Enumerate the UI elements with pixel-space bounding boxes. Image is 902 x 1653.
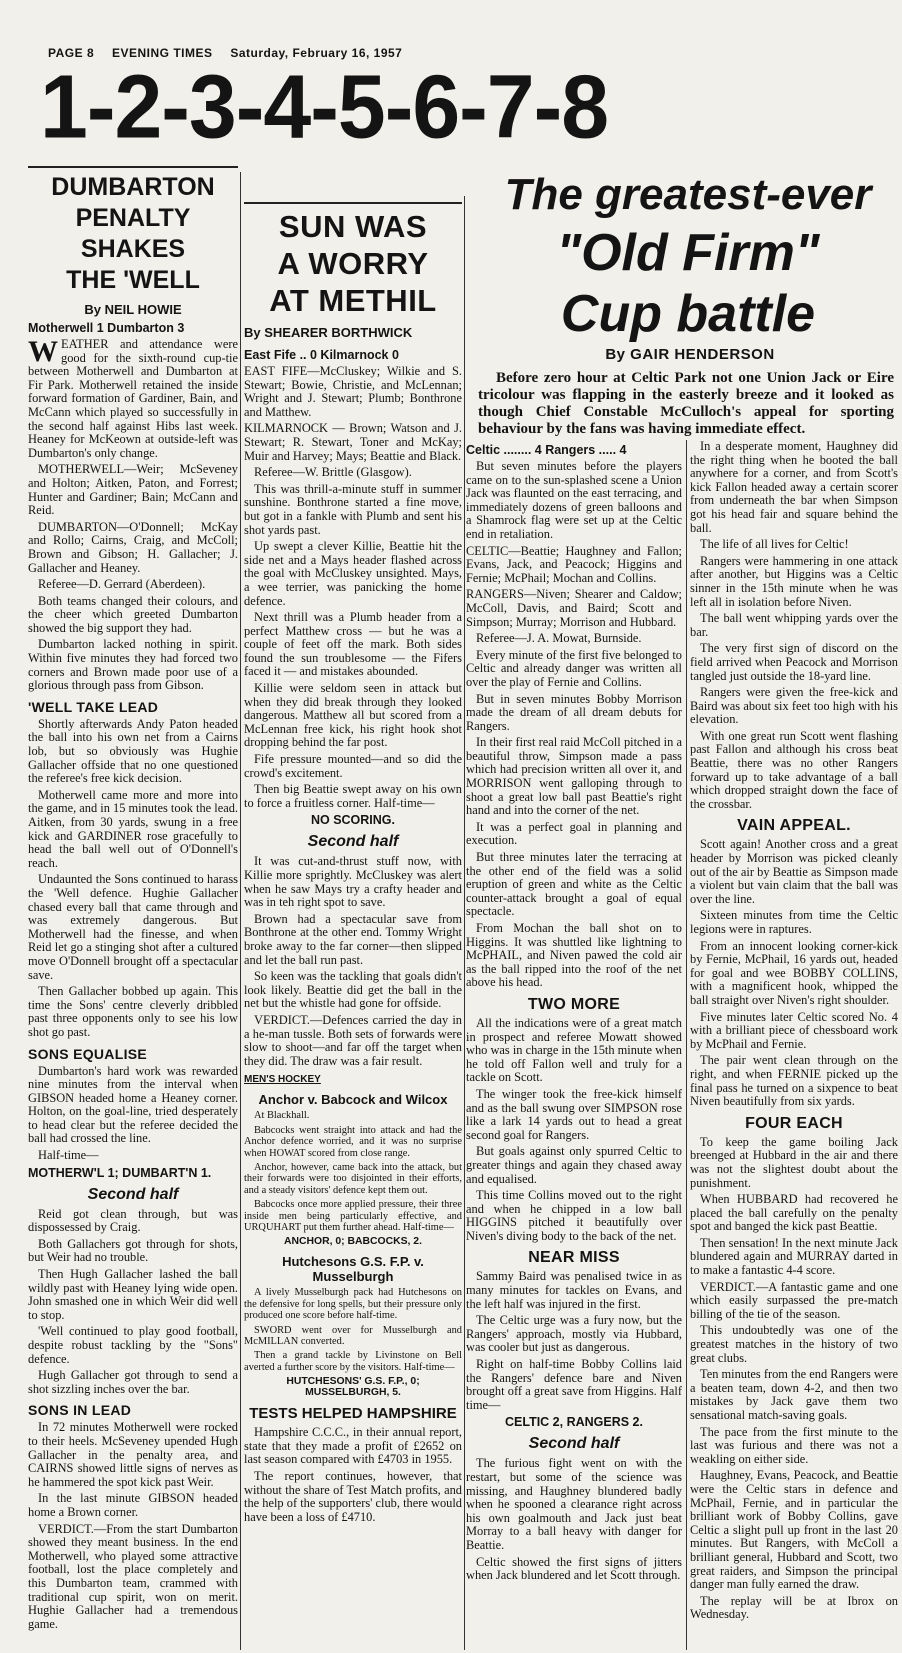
dumbarton-score: Motherwell 1 Dumbarton 3 — [28, 321, 185, 335]
article-paragraph: To keep the game boiling Jack breenged at Hubbard in the air and there was not the slightest doubt about the punishment. — [690, 1134, 898, 1190]
article-paragraph: This was thrill-a-minute stuff in summer sunshine. Bonthrone started a fine move, but got in a fankle with Plumb and sent his shot yards past. — [244, 481, 462, 537]
article-paragraph: 'Well continued to play good football, despite robust tackling by the "Sons" defence. — [28, 1324, 238, 1366]
article-paragraph: RANGERS—Niven; Shearer and Caldow; McColl, Davis, and Baird; Scott and Simpson; Murray; Morrison and Hubbard. — [466, 587, 682, 629]
subhead: FOUR EACH — [745, 1114, 843, 1132]
article-paragraph: The Celtic urge was a fury now, but the Rangers' approach, mostly via Hubbard, was cooler but just as dangerous. — [466, 1313, 682, 1355]
main-headline-line-1: The greatest-ever — [504, 170, 872, 219]
article-paragraph: MOTHERWELL—Weir; McSeveney and Holton; Aitken, Paton, and Forrest; Hunter and Gardiner; Bain; McCann and Reid. — [28, 462, 238, 518]
main-score: Celtic ........ 4 Rangers ..... 4 — [466, 443, 627, 457]
article-paragraph: Referee—J. A. Mowat, Burnside. — [476, 631, 642, 646]
half-time-score: NO SCORING. — [310, 813, 396, 828]
paper-name: EVENING TIMES — [111, 46, 213, 60]
article-paragraph: Undaunted the Sons continued to harass the 'Well defence. Hughie Gallacher chased every ball that came through and was extremely dangerous. But Motherwell had the finesse, and when Reid let go a stinging shot after a cultured move O'Donnell brought off a spectacular save. — [28, 872, 238, 982]
article-paragraph: DUMBARTON—O'Donnell; McKay and Rollo; Cairns, Craig, and McColl; Brown and Gibson; H. Gallacher; J. Gallacher and Heaney. — [28, 519, 238, 575]
article-paragraph: From Mochan the ball shot on to Higgins. It was shuttled like lightning to McPHAIL, and Niven pawed the cold air as the ball ripped into the roof of the net above his head. — [466, 921, 682, 990]
article-paragraph: Sammy Baird was penalised twice in as many minutes for tackles on Evans, and the left half was injured in the first. — [466, 1269, 682, 1311]
methil-story — [244, 208, 462, 1650]
hockey-section — [244, 1074, 462, 1398]
article-paragraph: A lively Musselburgh pack had Hutchesons on the defensive for long spells, but their pressure only produced one score before half-time. — [244, 1287, 462, 1322]
article-paragraph: Babcocks once more applied pressure, their three inside men being particularly effective, and URQUHART put them further ahead. Half-time— — [244, 1199, 462, 1233]
subhead: SONS EQUALISE — [28, 1045, 148, 1062]
article-paragraph: SWORD went over for Musselburgh and McMILLAN converted. — [244, 1324, 462, 1347]
half-time-score: MOTHERW'L 1; DUMBART'N 1. — [28, 1165, 212, 1180]
main-headline-line-2: "Old Firm" — [556, 224, 820, 282]
column-rule — [464, 196, 465, 1650]
subhead: NEAR MISS — [528, 1249, 620, 1267]
article-paragraph: Haughney, Evans, Peacock, and Beattie were the Celtic stars in defence and McPhail, Fernie, and in particular the brilliant work of Bobby Collins, gave Celtic a slight pull up front in the last 20 minutes. But Rangers, with McColl a brilliant general, Hubbard and Scott, two great raiders, and Simpson the principal danger man fully earned the draw. — [690, 1468, 898, 1592]
column-rule — [686, 440, 687, 1650]
article-paragraph: Dumbarton's hard work was rewarded nine minutes from the interval when GIBSON headed home a Heaney corner. Holton, on the goal-line, tried desperately to head clear but the referee decided the ball had crossed the line. — [28, 1063, 238, 1146]
article-paragraph: But three minutes later the terracing at the other end of the field was a solid eruption of green and white as the Celtic counter-attack brought a goal of equal spectacle. — [466, 850, 682, 919]
dumbarton-paras — [28, 463, 238, 693]
main-headline-line-3: Cup battle — [560, 285, 816, 343]
article-paragraph: VERDICT.—From the start Dumbarton showed they meant business. In the end Motherwell, who played some attractive football, lost the place completely and this Dumbarton team, crammed with traditional cup spirit, won on merit. Hughie Gallacher had a tremendous game. — [28, 1521, 238, 1631]
dumbarton-headline: DUMBARTON PENALTY SHAKES THE 'WELL — [51, 173, 215, 294]
hockey-headline: Hutchesons G.S. F.P. v. Musselburgh — [282, 1254, 424, 1285]
article-paragraph: In a desperate moment, Haughney did the right thing when he booted the ball anywhere for a corner, and from Scott's kick Fallon headed away a certain scorer from underneath the bar when Simpson got his head fair and square behind the ball. — [690, 440, 898, 535]
article-paragraph: Ten minutes from the end Rangers were a beaten team, down 4-2, and then two mistakes by Jack gave them two sensational match-saving goals. — [690, 1367, 898, 1422]
subhead: SONS IN LEAD — [28, 1402, 132, 1419]
article-paragraph: But seven minutes before the players came on to the sun-splashed scene a Union Jack was flaunted on the east terracing, and immediately dozens of green balloons and a Shamrock flag were set up at the Celtic end in retaliation. — [466, 459, 682, 541]
column-rule — [240, 172, 241, 1650]
article-paragraph: EAST FIFE—McCluskey; Wilkie and S. Stewart; Bowie, Christie, and McLennan; Wright and J. Stewart; Plumb; Bonthrone and Matthew. — [244, 364, 462, 419]
article-paragraph: Hampshire C.C.C., in their annual report, state that they made a profit of £2652 on last season compared with £4703 in 1955. — [244, 1425, 462, 1467]
article-paragraph: Right on half-time Bobby Collins laid the Rangers' defence bare and Niven brought off a great save from Higgins. Half time— — [466, 1357, 682, 1412]
article-paragraph: Up swept a clever Killie, Beattie hit the side net and a Mays header flashed across the goal with McCluskey unsighted. Mays, a wee terrier, was panicking the home defence. — [244, 539, 462, 608]
article-paragraph: But in seven minutes Bobby Morrison made the dream of all dream debuts for Rangers. — [466, 691, 682, 733]
subhead: 'WELL TAKE LEAD — [28, 698, 159, 715]
article-paragraph: Rangers were given the free-kick and Baird was about six feet too high with his elevation. — [690, 685, 898, 727]
article-paragraph: Shortly afterwards Andy Paton headed the ball into his own net from a Cairns lob, but so obviously was Hughie Gallacher offside that no one questioned the referee's free kick decision. — [28, 716, 238, 786]
article-paragraph: Motherwell came more and more into the game, and in 15 minutes took the lead. Aitken, from 30 yards, swung in a free kick and GARDINER rose gracefully to head the ball well out of O'Donnell's reach. — [28, 787, 238, 870]
main-byline: By GAIR HENDERSON — [605, 346, 775, 363]
page-number: PAGE 8 — [48, 46, 95, 60]
article-paragraph: Then sensation! In the next minute Jack blundered again and MURRAY darted in to make a fantastic 4-4 score. — [690, 1235, 898, 1278]
article-paragraph: When HUBBARD had recovered he placed the ball carefully on the penalty spot and banged the kick past Beattie. — [690, 1192, 898, 1234]
article-paragraph: Celtic showed the first signs of jitters when Jack blundered and let Scott through. — [466, 1554, 682, 1583]
article-paragraph: Rangers were hammering in one attack after another, but Higgins was a Celtic sinner in the 15th minute when he was left all in isolation before Niven. — [690, 553, 898, 609]
article-paragraph: Referee—W. Brittle (Glasgow). — [254, 465, 412, 480]
main-headline — [478, 166, 898, 346]
article-paragraph: Hugh Gallacher got through to send a shot sizzling inches over the bar. — [28, 1368, 238, 1396]
article-paragraph: VERDICT.—Defences carried the day in a he-man tussle. Both sets of forwards were slow to shoot—and far off the target when they did. The draw was a fair result. — [244, 1012, 462, 1068]
article-paragraph: It was a perfect goal in planning and execution. — [466, 819, 682, 848]
subhead: Second half — [307, 833, 399, 851]
article-paragraph: Scott again! Another cross and a great header by Morrison was picked cleanly out of the air by Beattie as Simpson made a violent but vain claim that the ball was over the line. — [690, 837, 898, 906]
article-paragraph: Every minute of the first five belonged to Celtic and already danger was written all over the play of Fernie and Collins. — [466, 647, 682, 689]
article-paragraph: Anchor, however, came back into the attack, but their forwards were too disjointed in their efforts, and a steady visitors' defence kept them out. — [244, 1161, 462, 1196]
article-paragraph: This undoubtedly was one of the greatest matches in the history of two great clubs. — [690, 1323, 898, 1365]
subhead: Second half — [87, 1185, 179, 1203]
article-paragraph: Then a grand tackle by Livinstone on Bell averted a further score by the visitors. Half-time— — [244, 1350, 462, 1373]
article-paragraph: The life of all lives for Celtic! — [700, 537, 849, 552]
article-paragraph: The pace from the first minute to the last was furious and there was not a weakling on either side. — [690, 1424, 898, 1466]
article-paragraph: Five minutes later Celtic scored No. 4 with a brilliant piece of chessboard work by McPhail and Fernie. — [690, 1009, 898, 1051]
article-paragraph: The winger took the free-kick himself and as the ball swung over SIMPSON rose like a lark 14 yards out to head a great second goal for Rangers. — [466, 1086, 682, 1142]
article-paragraph: Referee—D. Gerrard (Aberdeen). — [38, 577, 206, 592]
dumbarton-lead: WEATHER and attendance were good for the sixth-round cup-tie between Motherwell and Dumbarton at Fir Park. Motherwell retained the inside forward formation of Gardiner, Bain, and McCann which played so successfully in the second half against Hibs last week. Heaney for McKeown at outside-left was Dumbarton's only change. — [28, 335, 238, 460]
article-paragraph: All the indications were of a great match in prospect and referee Mowatt showed who was in charge in the 15th minute when he told off Fallon well and truly for a tackle on Scott. — [466, 1015, 682, 1085]
tests-headline: TESTS HELPED HAMPSHIRE — [249, 1405, 457, 1423]
article-paragraph: In the last minute GIBSON headed home a Brown corner. — [28, 1491, 238, 1519]
article-paragraph: But goals against only spurred Celtic to greater things and again they chased away and equalised. — [466, 1144, 682, 1186]
article-paragraph: The furious fight went on with the restart, but some of the science was missing, and Haughney blundered badly when he spooned a clearance right across his own goalmouth and Jack just beat Morray to a ball heavy with danger for Beattie. — [466, 1456, 682, 1552]
article-paragraph: KILMARNOCK — Brown; Watson and J. Stewart; R. Stewart, Toner and McKay; Muir and Harvey; Mays; Beattie and Black. — [244, 421, 462, 463]
article-paragraph: Then big Beattie swept away on his own to force a fruitless corner. Half-time— — [244, 782, 462, 810]
article-paragraph: From an innocent looking corner-kick by Fernie, McPhail, 16 yards out, headed for goal and wee BOBBY COLLINS, with a magnificent hook, whipped the ball straight over Niven's right shoulder. — [690, 938, 898, 1007]
dumbarton-byline: By NEIL HOWIE — [84, 302, 182, 317]
main-intro: Before zero hour at Celtic Park not one Union Jack or Eire tricolour was flapping in the easterly breeze and it looked as though Chief Constable McCulloch's appeal for sporting behaviour by the fans was having immediate effect. — [478, 370, 894, 437]
article-paragraph: The very first sign of discord on the field arrived when Peacock and Morrison tangled just outside the 18-yard line. — [690, 641, 898, 683]
article-paragraph: At Blackhall. — [254, 1110, 310, 1122]
article-paragraph: The report continues, however, that without the share of Test Match profits, and the help of the supporters' club, there would have been a loss of £4710. — [244, 1469, 462, 1524]
section-label: MEN'S HOCKEY — [244, 1074, 321, 1086]
article-paragraph: The ball went whipping yards over the bar. — [690, 611, 898, 639]
article-paragraph: In 72 minutes Motherwell were rocked to their heels. McSeveney upended Hugh Gallacher in the penalty area, and CAIRNS showed little signs of nerves as he hammered the spot kick past Weir. — [28, 1420, 238, 1489]
article-paragraph: Then Hugh Gallacher lashed the ball wildly past with Heaney lying wide open. John smashed one in which Weir did well to stop. — [28, 1267, 238, 1322]
article-paragraph: Reid got clean through, but was dispossessed by Craig. — [28, 1206, 238, 1235]
main-story-column-1 — [466, 440, 682, 1650]
article-paragraph: VERDICT.—A fantastic game and one which easily surpassed the pre-match billing of the tie of the season. — [690, 1279, 898, 1321]
article-paragraph: So keen was the tackling that goals didn't look likely. Beattie did get the ball in the net but the whistle had gone for offside. — [244, 969, 462, 1011]
article-paragraph: Dumbarton lacked nothing in spirit. Within five minutes they had forced two corners and Brown made poor use of a glorious through pass from Gibson. — [28, 637, 238, 693]
drop-cap: W — [28, 335, 58, 368]
headline-rule — [28, 166, 238, 168]
article-paragraph: Next thrill was a Plumb header from a perfect Matthew cross — but he was a couple of feet off the mark. Both sides found the sun troublesome — the Fifers faced it — and mistakes abounded. — [244, 610, 462, 679]
article-paragraph: Both teams changed their colours, and the cheer which greeted Dumbarton showed the big support they had. — [28, 593, 238, 635]
article-paragraph: Then Gallacher bobbed up again. This time the Sons' centre cleverly dribbled past three opponents only to see his low shot go past. — [28, 984, 238, 1039]
article-paragraph: The pair went clean through on the right, and when FERNIE picked up the final pass he turned on a sixpence to beat Niven beautifully from six yards. — [690, 1053, 898, 1109]
subhead: Second half — [528, 1435, 620, 1453]
article-paragraph: The replay will be at Ibrox on Wednesday. — [690, 1593, 898, 1622]
article-paragraph: Killie were seldom seen in attack but when they did break through they looked dangerous. Matthew all but scored from a McLennan free kick, his right hook shot dropping behind the far post. — [244, 681, 462, 750]
article-paragraph: This time Collins moved out to the right and when he chipped in a low ball HIGGINS pitched it beautifully over Niven's diving body to the back of the net. — [466, 1188, 682, 1243]
methil-byline: By SHEARER BORTHWICK — [244, 325, 413, 340]
half-time-score: CELTIC 2, RANGERS 2. — [505, 1415, 643, 1430]
methil-score: East Fife .. 0 Kilmarnock 0 — [244, 348, 399, 362]
headline-rule — [244, 202, 462, 204]
article-paragraph: Both Gallachers got through for shots, but Weir had no trouble. — [28, 1236, 238, 1265]
article-paragraph: It was cut-and-thrust stuff now, with Killie more sprightly. McCluskey was alert when he saw Mays try a crafty header and was in teh right spot to save. — [244, 854, 462, 910]
issue-date: Saturday, February 16, 1957 — [230, 46, 403, 60]
article-paragraph: Fife pressure mounted—and so did the crowd's excitement. — [244, 752, 462, 780]
hockey-headline: Anchor v. Babcock and Wilcox — [258, 1092, 448, 1108]
subhead: VAIN APPEAL. — [737, 817, 851, 835]
article-paragraph: CELTIC—Beattie; Haughney and Fallon; Evans, Jack, and Peacock; Higgins and Fernie; McPhail; Mochan and Collins. — [466, 543, 682, 585]
article-paragraph: Babcocks went straight into attack and had the Anchor defence worried, and it was no surprise when HOWAT scored from close range. — [244, 1124, 462, 1159]
subhead: TWO MORE — [527, 995, 621, 1013]
article-paragraph: Brown had a spectacular save from Bonthrone at the other end. Tommy Wright broke away to the far corner—then slipped and let the ball run past. — [244, 911, 462, 967]
article-paragraph: In their first real raid McColl pitched in a beautiful throw, Simpson made a pass which had precision written all over it, and MORRISON went galloping through to shoot a great low ball past Beattie's right hand and into the corner of the net. — [466, 735, 682, 818]
half-time-label: Half-time— — [38, 1148, 99, 1163]
article-paragraph: With one great run Scott went flashing past Fallon and although his cross beat Beattie, there was no other Rangers forward up to take advantage of a ball which dropped straight down the face of the crossbar. — [690, 728, 898, 811]
dumbarton-story — [28, 172, 238, 1650]
methil-headline: SUN WAS A WORRY AT METHIL — [269, 209, 437, 318]
article-paragraph: Sixteen minutes from time the Celtic legions were in raptures. — [690, 908, 898, 936]
hockey-result: ANCHOR, 0; BABCOCKS, 2. — [284, 1236, 422, 1248]
hockey-result: HUTCHESONS' G.S. F.P., 0; MUSSELBURGH, 5. — [286, 1376, 420, 1399]
main-story-column-2 — [690, 440, 898, 1650]
banner-headline: 1-2-3-4-5-6-7-8 — [40, 56, 609, 158]
